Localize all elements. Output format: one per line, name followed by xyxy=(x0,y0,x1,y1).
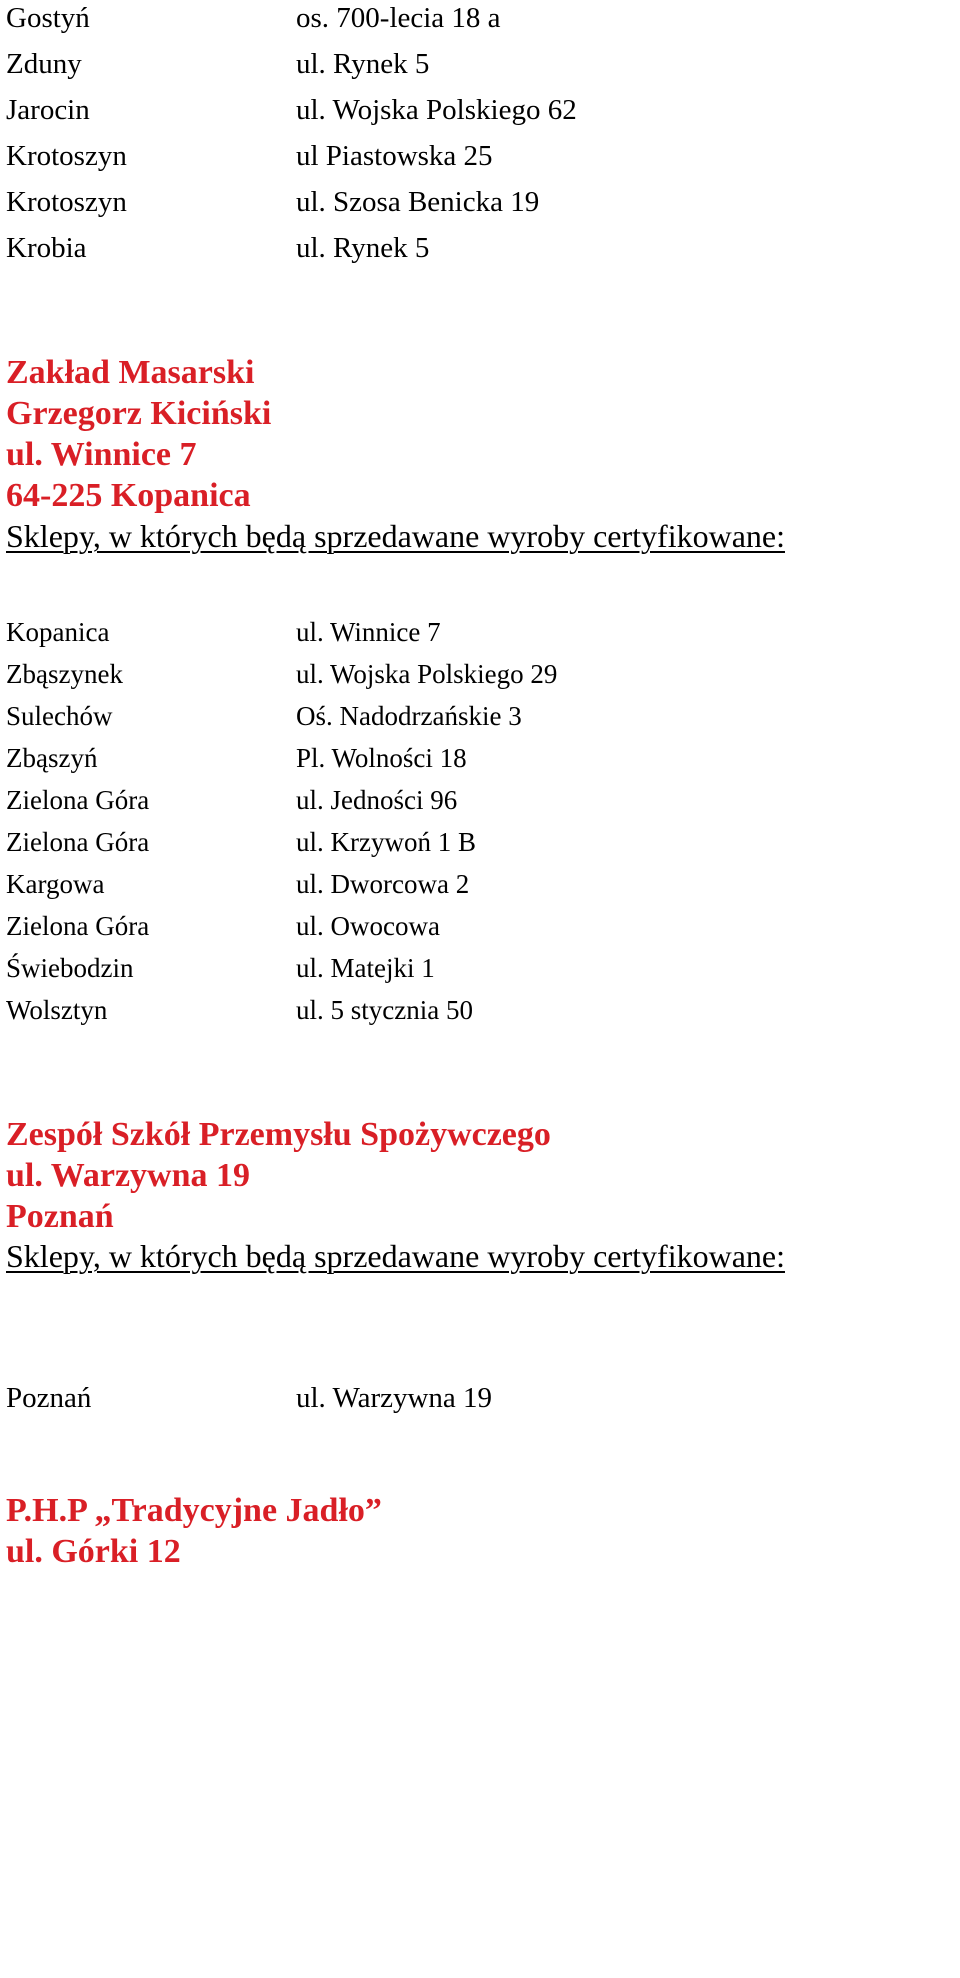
list-item xyxy=(6,184,946,224)
shop-address: ul. Rynek 5 xyxy=(296,48,430,80)
shop-address: ul. Warzywna 19 xyxy=(296,1382,493,1414)
shop-address: ul. Dworcowa 2 xyxy=(296,869,470,899)
shop-address: ul. Wojska Polskiego 29 xyxy=(296,659,558,689)
list-item xyxy=(6,740,946,780)
shop-address: ul. Matejki 1 xyxy=(296,953,435,983)
company-city: Poznań xyxy=(6,1198,114,1235)
shop-city: Zielona Góra xyxy=(6,785,150,815)
shop-city: Kopanica xyxy=(6,617,110,647)
list-item xyxy=(6,782,946,822)
company-name: Zespół Szkół Przemysłu Spożywczego xyxy=(6,1116,551,1153)
shop-city: Zbąszynek xyxy=(6,659,123,689)
list-item xyxy=(6,230,946,270)
company-name: P.H.P „Tradycyjne Jadło” xyxy=(6,1492,382,1529)
shop-address: ul. Szosa Benicka 19 xyxy=(296,186,540,218)
shop-city: Zbąszyń xyxy=(6,743,98,773)
shop-city: Zduny xyxy=(6,48,82,80)
shop-city: Wolsztyn xyxy=(6,995,108,1025)
shop-city: Krobia xyxy=(6,232,87,264)
list-item xyxy=(6,92,946,132)
list-item xyxy=(6,1380,946,1420)
shops-header: Sklepy, w których będą sprzedawane wyroby certyfikowane: xyxy=(6,518,785,554)
list-item xyxy=(6,866,946,906)
shop-address: Pl. Wolności 18 xyxy=(296,743,467,773)
company-street: ul. Winnice 7 xyxy=(6,436,197,473)
shop-city: Sulechów xyxy=(6,701,113,731)
list-item xyxy=(6,46,946,86)
list-item xyxy=(6,824,946,864)
shop-city: Krotoszyn xyxy=(6,140,127,172)
shop-address: ul. Rynek 5 xyxy=(296,232,430,264)
list-item xyxy=(6,908,946,948)
company-owner: Grzegorz Kiciński xyxy=(6,395,272,432)
shop-city: Poznań xyxy=(6,1382,92,1414)
list-item xyxy=(6,614,946,654)
company-street: ul. Górki 12 xyxy=(6,1533,181,1570)
shop-city: Zielona Góra xyxy=(6,827,150,857)
shop-address: os. 700-lecia 18 a xyxy=(296,2,501,34)
shop-city: Krotoszyn xyxy=(6,186,127,218)
shops-header: Sklepy, w których będą sprzedawane wyroby certyfikowane: xyxy=(6,1238,785,1274)
company-postal-city: 64-225 Kopanica xyxy=(6,477,251,514)
shop-city: Jarocin xyxy=(6,94,90,126)
shop-city: Świebodzin xyxy=(6,953,134,983)
shop-city: Zielona Góra xyxy=(6,911,150,941)
shop-city: Gostyń xyxy=(6,2,90,34)
shop-address: ul. Krzywoń 1 B xyxy=(296,827,476,857)
shop-address: ul. Winnice 7 xyxy=(296,617,441,647)
shop-address: ul. Wojska Polskiego 62 xyxy=(296,94,577,126)
company-name: Zakład Masarski xyxy=(6,354,255,391)
list-item xyxy=(6,0,946,40)
list-item xyxy=(6,992,946,1032)
list-item xyxy=(6,950,946,990)
shop-address: ul Piastowska 25 xyxy=(296,140,493,172)
shop-address: ul. Owocowa xyxy=(296,911,440,941)
shop-address: ul. 5 stycznia 50 xyxy=(296,995,473,1025)
shop-address: Oś. Nadodrzańskie 3 xyxy=(296,701,522,731)
list-item xyxy=(6,698,946,738)
company-street: ul. Warzywna 19 xyxy=(6,1157,251,1194)
shop-city: Kargowa xyxy=(6,869,105,899)
shop-address: ul. Jedności 96 xyxy=(296,785,458,815)
list-item xyxy=(6,656,946,696)
list-item xyxy=(6,138,946,178)
